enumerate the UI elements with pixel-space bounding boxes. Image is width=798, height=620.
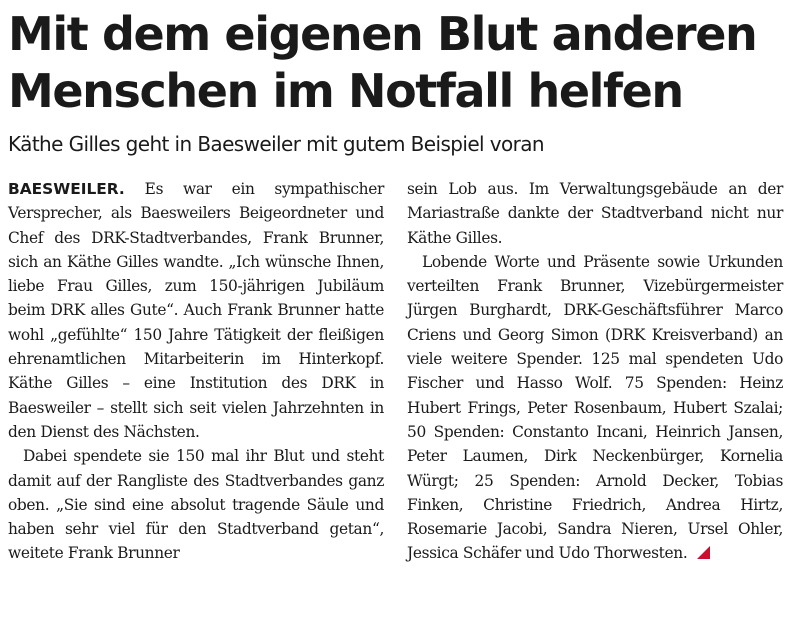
- paragraph-3: [407, 250, 783, 566]
- paragraph-1: [8, 177, 384, 444]
- column-left: [8, 177, 384, 566]
- paragraph-3-text: Lobende Worte und Präsente sowie Urkunden verteilten Frank Brunner, Vizebürgermeister Jürgen Burghardt, DRK-Geschäftsführer Marco Criens und Georg Simon (DRK Kreisverband) an viele weitere Spender. 125 mal spendeten Udo Fischer und Hasso Wolf. 75 Spenden: Heinz Hubert Frings, Peter Rosenbaum, Hubert Szalai; 50 Spenden: Constanto Incani, Heinrich Jansen, Peter Laumen, Dirk Neckenbürger, Kornelia Würgt; 25 Spenden: Arnold Decker, Tobias Finken, Christine Friedrich, Andrea Hirtz, Rosemarie Jacobi, Sandra Nieren, Ursel Ohler, Jessica Schäfer und Udo Thorwesten.: [407, 252, 783, 563]
- subtitle: Käthe Gilles geht in Baesweiler mit gutem Beispiel voran: [8, 132, 544, 156]
- dateline: BAESWEILER.: [8, 180, 125, 198]
- headline: [8, 6, 790, 120]
- paragraph-2-continued: sein Lob aus. Im Verwaltungsgebäude an der Mariastraße dankte der Stadtverband nicht nur Käthe Gilles.: [407, 180, 783, 247]
- headline-line-2: Menschen im Notfall helfen: [8, 64, 683, 118]
- headline-line-1: Mit dem eigenen Blut anderen: [8, 7, 757, 61]
- column-right: [407, 177, 783, 566]
- end-of-article-triangle-icon: [697, 546, 710, 559]
- paragraph-2: Dabei spendete sie 150 mal ihr Blut und steht damit auf der Rangliste des Stadtverbandes ganz oben. „Sie sind eine absolut tragende Säule und haben sehr viel für den Stadtverband getan“, weitete Frank Brunner: [8, 447, 384, 563]
- news-article: [8, 6, 790, 563]
- paragraph-1-text: Es war ein sympathischer Versprecher, als Baesweilers Beigeordneter und Chef des DRK-Stadtverbandes, Frank Brunner, sich an Käthe Gilles wandte. „Ich wünsche Ihnen, liebe Frau Gilles, zum 150-jährigen Jubiläum beim DRK alles Gute“. Auch Frank Brunner hatte wohl „gefühlte“ 150 Jahre Tätigkeit der fleißigen ehrenamtlichen Mitarbeiterin im Hinterkopf. Käthe Gilles – eine Institution des DRK in Baesweiler – stellt sich seit vielen Jahrzehnten in den Dienst des Nächsten.: [8, 180, 384, 441]
